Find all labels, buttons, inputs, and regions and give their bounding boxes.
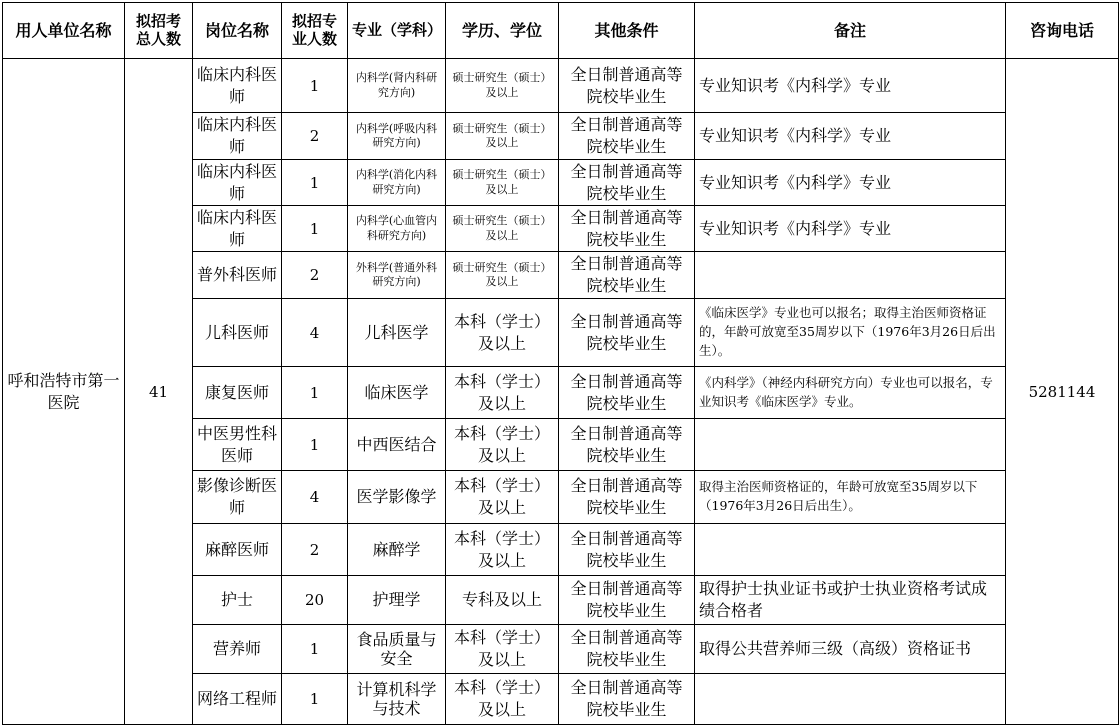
post-name: 普外科医师 xyxy=(193,252,282,299)
other-conditions: 全日制普通高等院校毕业生 xyxy=(559,206,695,252)
post-name: 营养师 xyxy=(193,625,282,674)
other-conditions: 全日制普通高等院校毕业生 xyxy=(559,367,695,419)
header-phone: 咨询电话 xyxy=(1006,3,1119,59)
education: 硕士研究生（硕士）及以上 xyxy=(446,113,559,160)
post-count: 1 xyxy=(282,625,348,674)
remark xyxy=(695,674,1006,725)
remark xyxy=(695,252,1006,299)
other-conditions: 全日制普通高等院校毕业生 xyxy=(559,59,695,113)
header-remarks: 备注 xyxy=(695,3,1006,59)
major: 医学影像学 xyxy=(348,471,446,524)
post-name: 护士 xyxy=(193,576,282,625)
post-count: 1 xyxy=(282,160,348,206)
post-count: 1 xyxy=(282,419,348,471)
total-count: 41 xyxy=(125,59,193,725)
major: 食品质量与安全 xyxy=(348,625,446,674)
major: 内科学(呼吸内科研究方向) xyxy=(348,113,446,160)
major: 外科学(普通外科研究方向) xyxy=(348,252,446,299)
header-other: 其他条件 xyxy=(559,3,695,59)
post-count: 2 xyxy=(282,113,348,160)
unit-name: 呼和浩特市第一医院 xyxy=(3,59,125,725)
header-row xyxy=(3,3,1119,59)
header-total: 拟招考总人数 xyxy=(125,3,193,59)
major: 中西医结合 xyxy=(348,419,446,471)
education: 硕士研究生（硕士）及以上 xyxy=(446,59,559,113)
post-name: 中医男性科医师 xyxy=(193,419,282,471)
remark xyxy=(695,524,1006,576)
major: 护理学 xyxy=(348,576,446,625)
major: 麻醉学 xyxy=(348,524,446,576)
education: 本科（学士）及以上 xyxy=(446,524,559,576)
other-conditions: 全日制普通高等院校毕业生 xyxy=(559,160,695,206)
remark: 专业知识考《内科学》专业 xyxy=(695,206,1006,252)
post-name: 临床内科医师 xyxy=(193,160,282,206)
other-conditions: 全日制普通高等院校毕业生 xyxy=(559,471,695,524)
post-name: 临床内科医师 xyxy=(193,206,282,252)
other-conditions: 全日制普通高等院校毕业生 xyxy=(559,419,695,471)
other-conditions: 全日制普通高等院校毕业生 xyxy=(559,674,695,725)
remark: 取得护士执业证书或护士执业资格考试成绩合格者 xyxy=(695,576,1006,625)
remark: 取得主治医师资格证的，年龄可放宽至35周岁以下（1976年3月26日后出生）。 xyxy=(695,471,1006,524)
education: 本科（学士）及以上 xyxy=(446,674,559,725)
remark: 《内科学》（神经内科研究方向）专业也可以报名，专业知识考《临床医学》专业。 xyxy=(695,367,1006,419)
phone-number: 5281144 xyxy=(1006,59,1119,725)
post-count: 1 xyxy=(282,206,348,252)
remark: 专业知识考《内科学》专业 xyxy=(695,59,1006,113)
post-name: 影像诊断医师 xyxy=(193,471,282,524)
remark: 专业知识考《内科学》专业 xyxy=(695,160,1006,206)
education: 本科（学士）及以上 xyxy=(446,367,559,419)
recruitment-table xyxy=(2,2,1119,725)
post-name: 临床内科医师 xyxy=(193,113,282,160)
post-count: 2 xyxy=(282,252,348,299)
education: 本科（学士）及以上 xyxy=(446,471,559,524)
post-name: 麻醉医师 xyxy=(193,524,282,576)
major: 内科学(消化内科研究方向) xyxy=(348,160,446,206)
post-name: 康复医师 xyxy=(193,367,282,419)
remark xyxy=(695,419,1006,471)
education: 本科（学士）及以上 xyxy=(446,419,559,471)
header-post: 岗位名称 xyxy=(193,3,282,59)
table-row xyxy=(3,59,1119,113)
post-count: 20 xyxy=(282,576,348,625)
education: 硕士研究生（硕士）及以上 xyxy=(446,206,559,252)
major: 计算机科学与技术 xyxy=(348,674,446,725)
other-conditions: 全日制普通高等院校毕业生 xyxy=(559,524,695,576)
header-post-count: 拟招专业人数 xyxy=(282,3,348,59)
post-name: 临床内科医师 xyxy=(193,59,282,113)
remark: 取得公共营养师三级（高级）资格证书 xyxy=(695,625,1006,674)
education: 硕士研究生（硕士）及以上 xyxy=(446,160,559,206)
remark: 专业知识考《内科学》专业 xyxy=(695,113,1006,160)
major: 内科学(心血管内科研究方向) xyxy=(348,206,446,252)
other-conditions: 全日制普通高等院校毕业生 xyxy=(559,252,695,299)
post-count: 1 xyxy=(282,59,348,113)
education: 本科（学士）及以上 xyxy=(446,299,559,367)
header-major: 专业（学科） xyxy=(348,3,446,59)
education: 硕士研究生（硕士）及以上 xyxy=(446,252,559,299)
post-name: 网络工程师 xyxy=(193,674,282,725)
other-conditions: 全日制普通高等院校毕业生 xyxy=(559,299,695,367)
major: 儿科医学 xyxy=(348,299,446,367)
header-unit: 用人单位名称 xyxy=(3,3,125,59)
major: 内科学(肾内科研究方向) xyxy=(348,59,446,113)
post-count: 2 xyxy=(282,524,348,576)
post-count: 1 xyxy=(282,674,348,725)
other-conditions: 全日制普通高等院校毕业生 xyxy=(559,625,695,674)
post-name: 儿科医师 xyxy=(193,299,282,367)
remark: 《临床医学》专业也可以报名；取得主治医师资格证的，年龄可放宽至35周岁以下（1976年3月26日后出生）。 xyxy=(695,299,1006,367)
major: 临床医学 xyxy=(348,367,446,419)
post-count: 4 xyxy=(282,471,348,524)
post-count: 1 xyxy=(282,367,348,419)
education: 本科（学士）及以上 xyxy=(446,625,559,674)
other-conditions: 全日制普通高等院校毕业生 xyxy=(559,576,695,625)
header-education: 学历、学位 xyxy=(446,3,559,59)
education: 专科及以上 xyxy=(446,576,559,625)
other-conditions: 全日制普通高等院校毕业生 xyxy=(559,113,695,160)
post-count: 4 xyxy=(282,299,348,367)
